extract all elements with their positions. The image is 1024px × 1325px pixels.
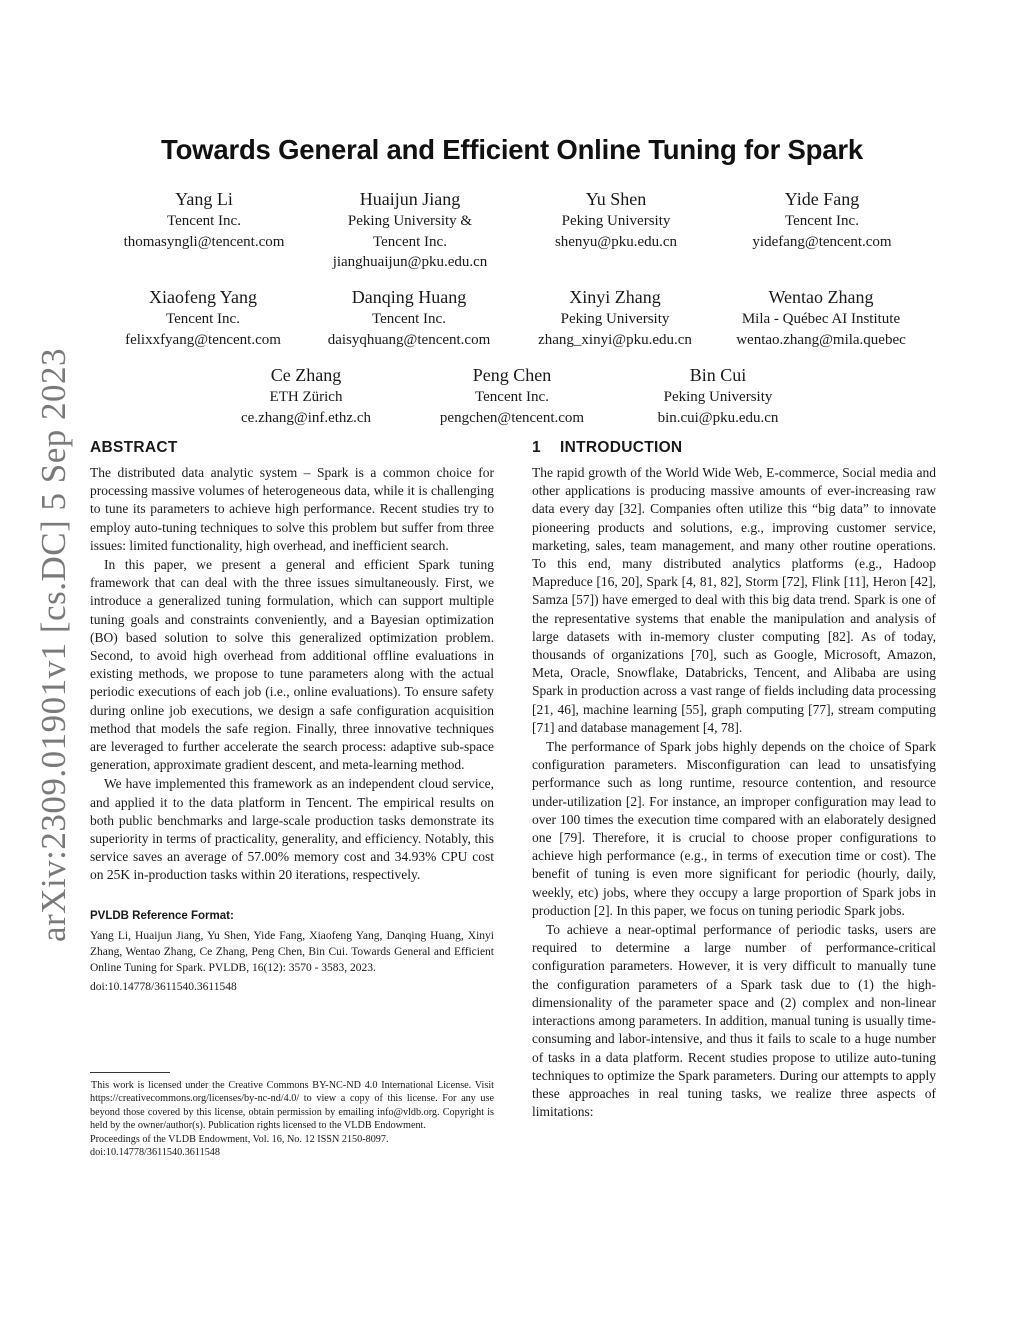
author-affiliation: Tencent Inc. — [475, 389, 549, 405]
right-column — [532, 437, 936, 1121]
author-affiliation: Tencent Inc. — [166, 311, 240, 327]
section-number: 1 — [532, 439, 541, 456]
abstract-paragraph: We have implemented this framework as an independent cloud service, and applied it to the data platform in Tencent. The empirical results on both public benchmarks and large-scale production tasks demonstrate its superiority in terms of practicality, generality, and efficiency. Notably, this service saves an average of 57.00% memory cost and 34.93% CPU cost on 25K in-production tasks within 20 iterations, respectively. — [90, 776, 494, 883]
intro-paragraph: To achieve a near-optimal performance of periodic tasks, users are required to determine a large number of performance-critical configuration parameters. However, it is very difficult to manually tune the configuration parameters of a Spark task due to (1) the high-dimensionality of the parameter space and (2) complex and non-linear interactions among parameters. In addition, manual tuning is usually time-consuming and labor-intensive, and thus it fails to scale to a huge number of tasks in a data platform. Recent studies propose to utilize auto-tuning techniques to optimize the Spark parameters. During our attempts to apply these approaches in real tuning tasks, we realize three aspects of limitations: — [532, 922, 936, 1120]
author-email: zhang_xinyi@pku.edu.cn — [538, 331, 692, 348]
author-block — [697, 188, 947, 252]
author-email: yidefang@tencent.com — [752, 233, 892, 250]
left-column — [90, 437, 494, 996]
author-affiliation-2: Tencent Inc. — [373, 233, 447, 250]
author-email: thomasyngli@tencent.com — [123, 233, 285, 250]
arxiv-identifier: arXiv:2309.01901v1 [cs.DC] 5 Sep 2023 — [34, 347, 73, 943]
author-affiliation: Tencent Inc. — [372, 311, 446, 327]
author-affiliation: Peking University — [663, 389, 773, 405]
author-email: shenyu@pku.edu.cn — [554, 233, 678, 250]
intro-paragraph: The performance of Spark jobs highly depends on the choice of Spark configuration parameters. Misconfiguration can lead to unsatisfying performance such as long runtime, resource contention, and resource under-utilization [2]. For instance, an improper configuration may lead to over 100 times the execution time compared with an elaborately designed one [79]. Therefore, it is crucial to choose proper configurations to achieve high performance (e.g., in terms of execution time or cost). The benefit of tuning is even more significant for periodic (hourly, daily, weekly, etc) jobs, where they occupy a large proportion of Spark jobs in production [2]. In this paper, we focus on tuning periodic Spark jobs. — [532, 739, 936, 918]
author-affiliation: Mila - Québec AI Institute — [741, 311, 901, 327]
author-name: Danqing Huang — [351, 287, 467, 307]
author-name: Ce Zhang — [270, 365, 342, 385]
author-affiliation: Peking University & — [347, 213, 473, 229]
author-email: jianghuaijun@pku.edu.cn — [332, 254, 488, 270]
author-name: Xinyi Zhang — [569, 287, 661, 307]
abstract-heading: ABSTRACT — [90, 439, 178, 456]
section-title: INTRODUCTION — [560, 439, 683, 456]
author-name: Yu Shen — [585, 189, 647, 209]
author-name: Peng Chen — [472, 365, 552, 385]
author-email: bin.cui@pku.edu.cn — [657, 409, 779, 426]
author-email: wentao.zhang@mila.quebec — [736, 331, 906, 348]
reference-doi: doi:10.14778/3611540.3611548 — [90, 981, 237, 994]
author-name: Yang Li — [175, 189, 233, 209]
abstract-paragraph: In this paper, we present a general and efficient Spark tuning framework that can deal with the three issues simultaneously. First, we introduce a generalized tuning formulation, which can support multiple tuning goals and constraints conveniently, and a Bayesian optimization (BO) based solution to solve this generalized optimization problem. Second, to avoid high overhead from additional offline evaluations in existing methods, we propose to tune parameters along with the actual periodic executions of each job (i.e., online evaluations). To ensure safety during online job executions, we design a safe configuration acquisition method that models the safe region. Finally, three innovative techniques are leveraged to further accelerate the search process: adaptive sub-space generation, approximate gradient descent, and meta-learning method. — [90, 557, 494, 773]
author-name: Huaijun Jiang — [359, 189, 461, 209]
reference-format-heading: PVLDB Reference Format: — [90, 909, 234, 922]
paper-title: Towards General and Efficient Online Tuning for Spark — [161, 134, 863, 165]
proceedings-text: Proceedings of the VLDB Endowment, Vol. 16, No. 12 ISSN 2150-8097. — [90, 1133, 389, 1145]
author-name: Bin Cui — [689, 365, 747, 385]
license-text: This work is licensed under the Creative Commons BY-NC-ND 4.0 International License. Visit https://creativecommons.org/licenses/by-nc-nd/4.0/ to view a copy of this license. For any use beyond those covered by this license, obtain permission by emailing info@vldb.org. Copyright is held by the owner/author(s). Publication rights licensed to the VLDB Endowment. — [90, 1080, 494, 1132]
author-affiliation: Tencent Inc. — [785, 213, 859, 229]
abstract-paragraph: The distributed data analytic system – Spark is a common choice for processing massive volumes of heterogeneous data, while it is challenging to tune its parameters to achieve high performance. Recent studies try to employ auto-tuning techniques to solve this problem but suffer from three issues: limited functionality, high overhead, and inefficient search. — [90, 465, 494, 553]
author-affiliation: Peking University — [561, 213, 671, 229]
author-affiliation: ETH Zürich — [269, 389, 343, 405]
introduction-heading — [532, 437, 936, 458]
author-email: ce.zhang@inf.ethz.ch — [241, 409, 371, 426]
footnote-rule — [90, 1072, 170, 1073]
license-footnote — [90, 1079, 494, 1159]
author-affiliation: Tencent Inc. — [167, 213, 241, 229]
footnote-doi: doi:10.14778/3611540.3611548 — [90, 1147, 220, 1159]
author-email: pengchen@tencent.com — [439, 409, 585, 426]
author-block — [593, 364, 843, 428]
reference-format-text: Yang Li, Huaijun Jiang, Yu Shen, Yide Fang, Xiaofeng Yang, Danqing Huang, Xinyi Zhang, Wentao Zhang, Ce Zhang, Peng Chen, Bin Cui. Towards General and Efficient Online Tuning for Spark. PVLDB, 16(12): 3570 - 3583, 2023. — [90, 929, 494, 975]
author-name: Xiaofeng Yang — [149, 287, 257, 307]
author-name: Yide Fang — [784, 189, 860, 209]
author-email: daisyqhuang@tencent.com — [327, 331, 491, 348]
intro-paragraph: The rapid growth of the World Wide Web, E-commerce, Social media and other applications is producing massive amounts of ever-increasing raw data every day [32]. Companies often utilize this “big data” to innovate pioneering products and solutions, e.g., improving customer service, marketing, sales, team management, and many other routine operations. To this end, many distributed analytics platforms (e.g., Hadoop Mapreduce [16, 20], Spark [4, 81, 82], Storm [72], Flink [11], Heron [42], Samza [57]) have emerged to deal with this big data trend. Spark is one of the representative systems that enable the manipulation and analysis of large datasets with in-memory cluster computing [82]. As of today, thousands of organizations [70], such as Google, Microsoft, Amazon, Meta, Oracle, Snowflake, Databricks, Tencent, and Alibaba are using Spark in production across a vast range of fields including data processing [21, 46], machine learning [55], graph computing [77], stream computing [71] and database management [4, 78]. — [532, 465, 936, 735]
author-email: felixxfyang@tencent.com — [125, 331, 281, 348]
author-name: Wentao Zhang — [768, 287, 874, 307]
author-affiliation: Peking University — [560, 311, 670, 327]
author-block — [696, 286, 946, 350]
